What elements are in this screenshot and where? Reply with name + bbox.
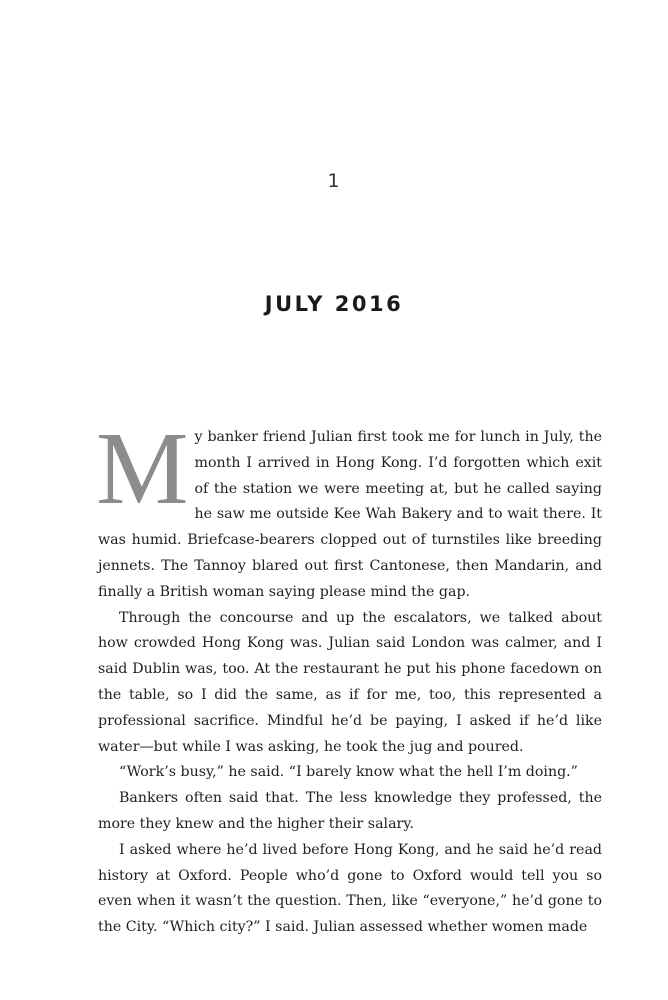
paragraph: Through the concourse and up the escalators, we talked about how crowded Hong Kong was. Julian said London was calmer, and I said Dublin was, too. At the restaurant he put his phone facedown on the table, so I did the same, as if for me, too, this represented a professional sacrifice. Mindful he’d be paying, I asked if he’d like water—but while I was asking, he took the jug and poured.: [98, 609, 602, 755]
paragraph: “Work’s busy,” he said. “I barely know what the hell I’m doing.”: [119, 764, 578, 781]
drop-cap: M: [96, 411, 189, 526]
chapter-title: JULY 2016: [264, 292, 404, 316]
paragraph: [96, 411, 602, 606]
paragraph: Bankers often said that. The less knowledge they professed, the more they knew and the higher their salary.: [98, 790, 602, 832]
chapter-number: 1: [327, 170, 341, 192]
chapter-body: [96, 411, 602, 941]
paragraph-text: y banker friend Julian first took me for lunch in July, the month I arrived in Hong Kong. I’d forgotten which exit of the station we were meeting at, but he called saying he saw me outside Kee Wah Bakery and to wait there. It was humid. Briefcase-bearers clopped out of turnstiles like breeding jennets. The Tannoy blared out first Cantonese, then Mandarin, and finally a British woman saying please mind the gap.: [98, 429, 602, 600]
paragraph: I asked where he’d lived before Hong Kong, and he said he’d read history at Oxford. People who’d gone to Oxford would tell you so even when it wasn’t the question. Then, like “everyone,” he’d gone to the City. “Which city?” I said. Julian assessed whether women made: [98, 841, 602, 936]
